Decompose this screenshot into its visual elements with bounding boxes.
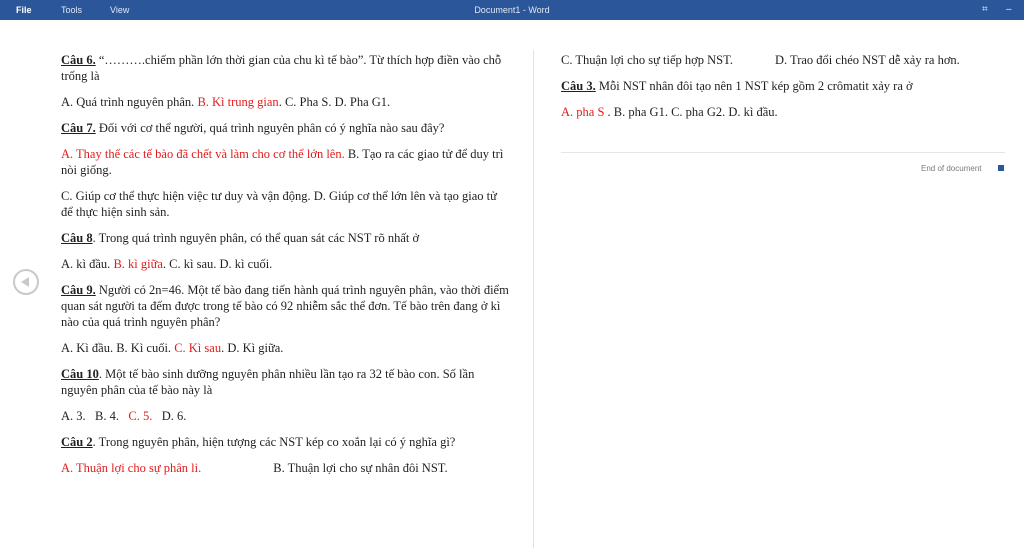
end-marker-icon (998, 165, 1004, 171)
question-10: Câu 10. Một tế bào sinh dưỡng nguyên phân nhiều lần tạo ra 32 tế bào con. Số lần nguyên phân của tế bào này là (61, 367, 475, 397)
restore-icon[interactable]: ⌗ (982, 4, 988, 15)
end-of-document-label: End of document (921, 164, 982, 173)
answer-6: A. Quá trình nguyên phân. B. Kì trung gian. C. Pha S. D. Pha G1. (61, 95, 391, 109)
answer-7-ab: A. Thay thế các tế bào đã chết và làm cho cơ thể lớn lên. B. Tạo ra các giao tử để duy trì nòi giống. (61, 147, 504, 177)
answer-2-ab: A. Thuận lợi cho sự phân li. B. Thuận lợi cho sự nhân đôi NST. (61, 461, 448, 475)
question-2: Câu 2. Trong nguyên phân, hiện tượng các NST kép co xoắn lại có ý nghĩa gì? (61, 435, 456, 449)
answer-3: A. pha S . B. pha G1. C. pha G2. D. kì đầu. (561, 105, 778, 119)
menu-view[interactable]: View (110, 5, 130, 15)
right-column (561, 52, 1001, 130)
question-8: Câu 8. Trong quá trình nguyên phân, có thể quan sát các NST rõ nhất ở (61, 231, 420, 245)
answer-7-cd: C. Giúp cơ thể thực hiện việc tư duy và vận động. D. Giúp cơ thể lớn lên và tạo giao tử để thực hiện sinh sản. (61, 189, 497, 219)
question-9: Câu 9. Người có 2n=46. Một tế bào đang tiến hành quá trình nguyên phân, vào thời điểm quan sát người ta đếm được trong tế bào có 92 nhiễm sắc thể đơn. Tế bào trên đang ở kì nào của quá trình nguyên phân? (61, 283, 509, 329)
title-bar (0, 0, 1024, 20)
back-arrow-icon (21, 277, 29, 287)
answer-2-cd: C. Thuận lợi cho sự tiếp hợp NST. D. Trao đổi chéo NST dễ xảy ra hơn. (561, 53, 960, 67)
answer-9: A. Kì đầu. B. Kì cuối. C. Kì sau. D. Kì giữa. (61, 341, 284, 355)
menu-file[interactable]: File (16, 5, 32, 15)
question-7: Câu 7. Đối với cơ thể người, quá trình nguyên phân có ý nghĩa nào sau đây? (61, 121, 445, 135)
question-3: Câu 3. Mỗi NST nhân đôi tạo nên 1 NST kép gồm 2 crômatit xảy ra ở (561, 79, 913, 93)
document-title: Document1 - Word (474, 5, 550, 15)
end-separator (561, 152, 1005, 153)
back-button[interactable] (13, 269, 39, 295)
minimize-icon[interactable]: – (1006, 4, 1012, 15)
answer-10: A. 3. B. 4. C. 5. D. 6. (61, 409, 187, 423)
answer-8: A. kì đầu. B. kì giữa. C. kì sau. D. kì cuối. (61, 257, 273, 271)
menu-tools[interactable]: Tools (61, 5, 83, 15)
document-page (0, 20, 1024, 540)
left-column (61, 52, 511, 486)
column-divider (533, 50, 534, 548)
question-6: Câu 6. “……….chiếm phần lớn thời gian của chu kì tế bào”. Từ thích hợp điền vào chỗ trống là (61, 53, 502, 83)
